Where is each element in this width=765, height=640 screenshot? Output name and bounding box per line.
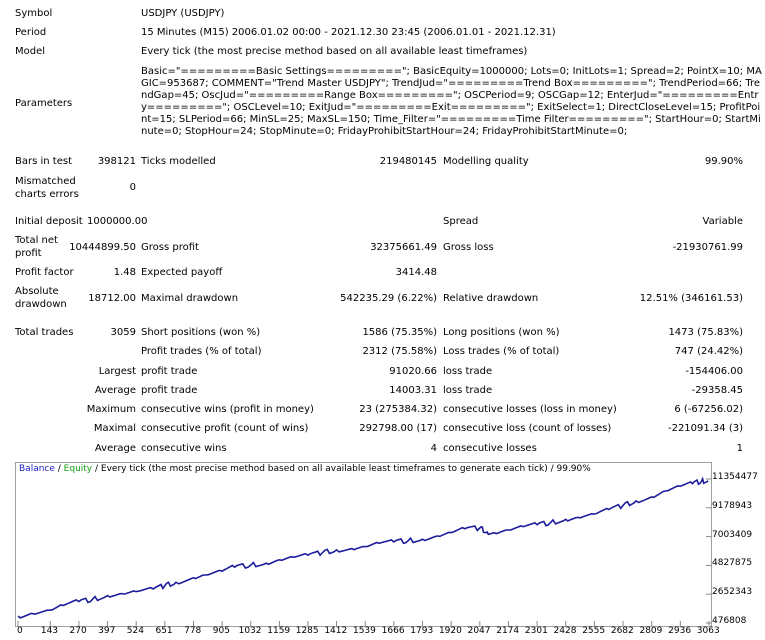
largest-loss-value: -154406.00 bbox=[685, 366, 743, 377]
y-tick-label: 11354477 bbox=[712, 472, 758, 482]
average2-prefix: Average bbox=[94, 443, 136, 454]
x-tick-label: 1920 bbox=[438, 626, 462, 636]
expected-payoff-label: Expected payoff bbox=[141, 267, 223, 278]
y-tick-label: 476808 bbox=[712, 616, 747, 626]
average-loss-label: loss trade bbox=[443, 385, 493, 396]
absolute-drawdown-label-2: drawdown bbox=[15, 299, 67, 310]
balance-chart bbox=[15, 462, 712, 627]
average-profit-value: 14003.31 bbox=[389, 385, 437, 396]
long-positions-value: 1473 (75.83%) bbox=[668, 327, 743, 338]
x-tick-label: 2301 bbox=[524, 626, 548, 636]
average-prefix: Average bbox=[94, 385, 136, 396]
profit-trades-value: 2312 (75.58%) bbox=[362, 346, 437, 357]
x-tick-label: 2936 bbox=[668, 626, 692, 636]
total-net-profit-value: 10444899.50 bbox=[69, 242, 136, 253]
x-tick-label: 2809 bbox=[639, 626, 663, 636]
largest-loss-label: loss trade bbox=[443, 366, 493, 377]
ticks-modelled-value: 219480145 bbox=[379, 156, 437, 167]
maximal-drawdown-label: Maximal drawdown bbox=[141, 293, 239, 304]
maximal-consecutive-loss-value: -221091.34 (3) bbox=[667, 423, 743, 434]
model-value: Every tick (the most precise method based on all available least timeframes) bbox=[141, 46, 528, 57]
x-tick-label: 1412 bbox=[324, 626, 348, 636]
spread-label: Spread bbox=[443, 216, 479, 227]
maximal-consecutive-loss-label: consecutive loss (count of losses) bbox=[443, 423, 612, 434]
gross-profit-label: Gross profit bbox=[141, 242, 199, 253]
initial-deposit-label: Initial deposit bbox=[15, 216, 83, 227]
parameters-value: Basic="=========Basic Settings========="; BasicEquity=1000000; Lots=0; InitLots=1; Spread=2; PointX=10; MAGIC=953687; COMMENT="Trend Master USDJPY"; TrendJud="=========Trend Box========="; TrendPeriod=66; TrendGap=45; OscJud="=========Range Box========="; OSCPeriod=9; OSCGap=12; EnterJud="=========Entry========="; OSCLevel=10; ExitJud="=========Exit========="; ExitSelect=1; DirectCloseLevel=15; ProfitPoint=15; SLPeriod=66; MinSL=25; MaxSL=150; Time_Filter="=========Time Filter========="; StartHour=0; StartMinute=0; StopHour=24; StopMinute=0; FridayProhibitStartHour=24; FridayProhibitStartMinute=0; bbox=[141, 66, 762, 137]
bars-in-test-label: Bars in test bbox=[15, 156, 72, 167]
largest-profit-value: 91020.66 bbox=[389, 366, 437, 377]
period-label: Period bbox=[15, 27, 47, 38]
average-consecutive-losses-label: consecutive losses bbox=[443, 443, 537, 454]
parameters-label: Parameters bbox=[15, 98, 73, 109]
largest-prefix: Largest bbox=[98, 366, 136, 377]
total-net-profit-label-2: profit bbox=[15, 248, 42, 259]
long-positions-label: Long positions (won %) bbox=[443, 327, 560, 338]
x-tick-label: 1666 bbox=[381, 626, 405, 636]
x-tick-label: 1285 bbox=[295, 626, 319, 636]
x-tick-label: 1159 bbox=[267, 626, 291, 636]
symbol-label: Symbol bbox=[15, 8, 53, 19]
maximal-consecutive-profit-value: 292798.00 (17) bbox=[359, 423, 437, 434]
spread-value: Variable bbox=[702, 216, 743, 227]
initial-deposit-value: 1000000.00 bbox=[87, 216, 148, 227]
x-tick-label: 2174 bbox=[496, 626, 520, 636]
maximal-consecutive-profit-label: consecutive profit (count of wins) bbox=[141, 423, 309, 434]
ticks-modelled-label: Ticks modelled bbox=[141, 156, 216, 167]
x-tick-label: 3063 bbox=[696, 626, 720, 636]
max-consecutive-wins-label: consecutive wins (profit in money) bbox=[141, 404, 314, 415]
gross-loss-label: Gross loss bbox=[443, 242, 494, 253]
x-tick-label: 651 bbox=[155, 626, 173, 636]
modelling-quality-label: Modelling quality bbox=[443, 156, 529, 167]
average-consecutive-losses-value: 1 bbox=[736, 443, 743, 454]
max-consecutive-wins-value: 23 (275384.32) bbox=[359, 404, 437, 415]
total-trades-label: Total trades bbox=[15, 327, 74, 338]
total-trades-value: 3059 bbox=[110, 327, 136, 338]
gross-profit-value: 32375661.49 bbox=[370, 242, 437, 253]
x-tick-label: 270 bbox=[69, 626, 87, 636]
loss-trades-value: 747 (24.42%) bbox=[674, 346, 743, 357]
modelling-quality-value: 99.90% bbox=[704, 156, 743, 167]
short-positions-label: Short positions (won %) bbox=[141, 327, 261, 338]
maximum-prefix: Maximum bbox=[86, 404, 136, 415]
x-tick-label: 778 bbox=[184, 626, 202, 636]
x-tick-label: 143 bbox=[40, 626, 59, 636]
symbol-value: USDJPY (USDJPY) bbox=[141, 8, 225, 19]
x-tick-label: 1793 bbox=[410, 626, 434, 636]
gross-loss-value: -21930761.99 bbox=[672, 242, 743, 253]
mismatched-label-2: charts errors bbox=[15, 189, 79, 200]
max-consecutive-losses-label: consecutive losses (loss in money) bbox=[443, 404, 617, 415]
mismatched-value: 0 bbox=[129, 182, 136, 193]
average-loss-value: -29358.45 bbox=[691, 385, 743, 396]
x-tick-label: 1539 bbox=[352, 626, 376, 636]
average-consecutive-wins-label: consecutive wins bbox=[141, 443, 227, 454]
legend-description: / Every tick (the most precise method based on all available least timeframes to generate each tick) / 99.90% bbox=[92, 464, 591, 474]
model-label: Model bbox=[15, 46, 46, 57]
bars-in-test-value: 398121 bbox=[97, 156, 136, 167]
maximal-drawdown-value: 542235.29 (6.22%) bbox=[340, 293, 437, 304]
y-tick-label: 4827875 bbox=[712, 558, 753, 569]
short-positions-value: 1586 (75.35%) bbox=[362, 327, 437, 338]
x-tick-label: 905 bbox=[212, 626, 230, 636]
x-tick-label: 2428 bbox=[553, 626, 577, 636]
average-profit-label: profit trade bbox=[141, 385, 198, 396]
max-consecutive-losses-value: 6 (-67256.02) bbox=[674, 404, 743, 415]
period-value: 15 Minutes (M15) 2006.01.02 00:00 - 2021.12.30 23:45 (2006.01.01 - 2021.12.31) bbox=[141, 27, 556, 38]
largest-profit-label: profit trade bbox=[141, 366, 198, 377]
profit-factor-value: 1.48 bbox=[113, 267, 136, 278]
x-tick-label: 2555 bbox=[582, 626, 606, 636]
absolute-drawdown-label-1: Absolute bbox=[15, 286, 59, 297]
x-tick-label: 524 bbox=[126, 626, 144, 636]
y-tick-label: 2652343 bbox=[712, 587, 753, 598]
legend-separator: / bbox=[54, 464, 64, 474]
x-tick-label: 2047 bbox=[467, 626, 491, 636]
mismatched-label-1: Mismatched bbox=[15, 176, 76, 187]
x-tick-label: 1032 bbox=[238, 626, 262, 636]
loss-trades-label: Loss trades (% of total) bbox=[443, 346, 560, 357]
series-line-balance bbox=[18, 479, 708, 618]
x-tick-label: 397 bbox=[98, 626, 116, 636]
profit-trades-label: Profit trades (% of total) bbox=[141, 346, 262, 357]
balance-chart-plot bbox=[16, 463, 711, 626]
chart-legend bbox=[19, 464, 591, 475]
legend-balance: Balance bbox=[19, 464, 55, 474]
x-tick-label: 2682 bbox=[610, 626, 634, 636]
relative-drawdown-label: Relative drawdown bbox=[443, 293, 539, 304]
x-tick-label: 0 bbox=[17, 626, 23, 636]
legend-equity: Equity bbox=[63, 464, 93, 474]
expected-payoff-value: 3414.48 bbox=[395, 267, 437, 278]
y-tick-label: 9178943 bbox=[712, 500, 753, 511]
maximal-prefix: Maximal bbox=[93, 423, 136, 434]
total-net-profit-label-1: Total net bbox=[15, 235, 58, 246]
absolute-drawdown-value: 18712.00 bbox=[88, 293, 136, 304]
average-consecutive-wins-value: 4 bbox=[430, 443, 437, 454]
relative-drawdown-value: 12.51% (346161.53) bbox=[639, 293, 743, 304]
y-tick-label: 7003409 bbox=[712, 529, 753, 540]
profit-factor-label: Profit factor bbox=[15, 267, 74, 278]
